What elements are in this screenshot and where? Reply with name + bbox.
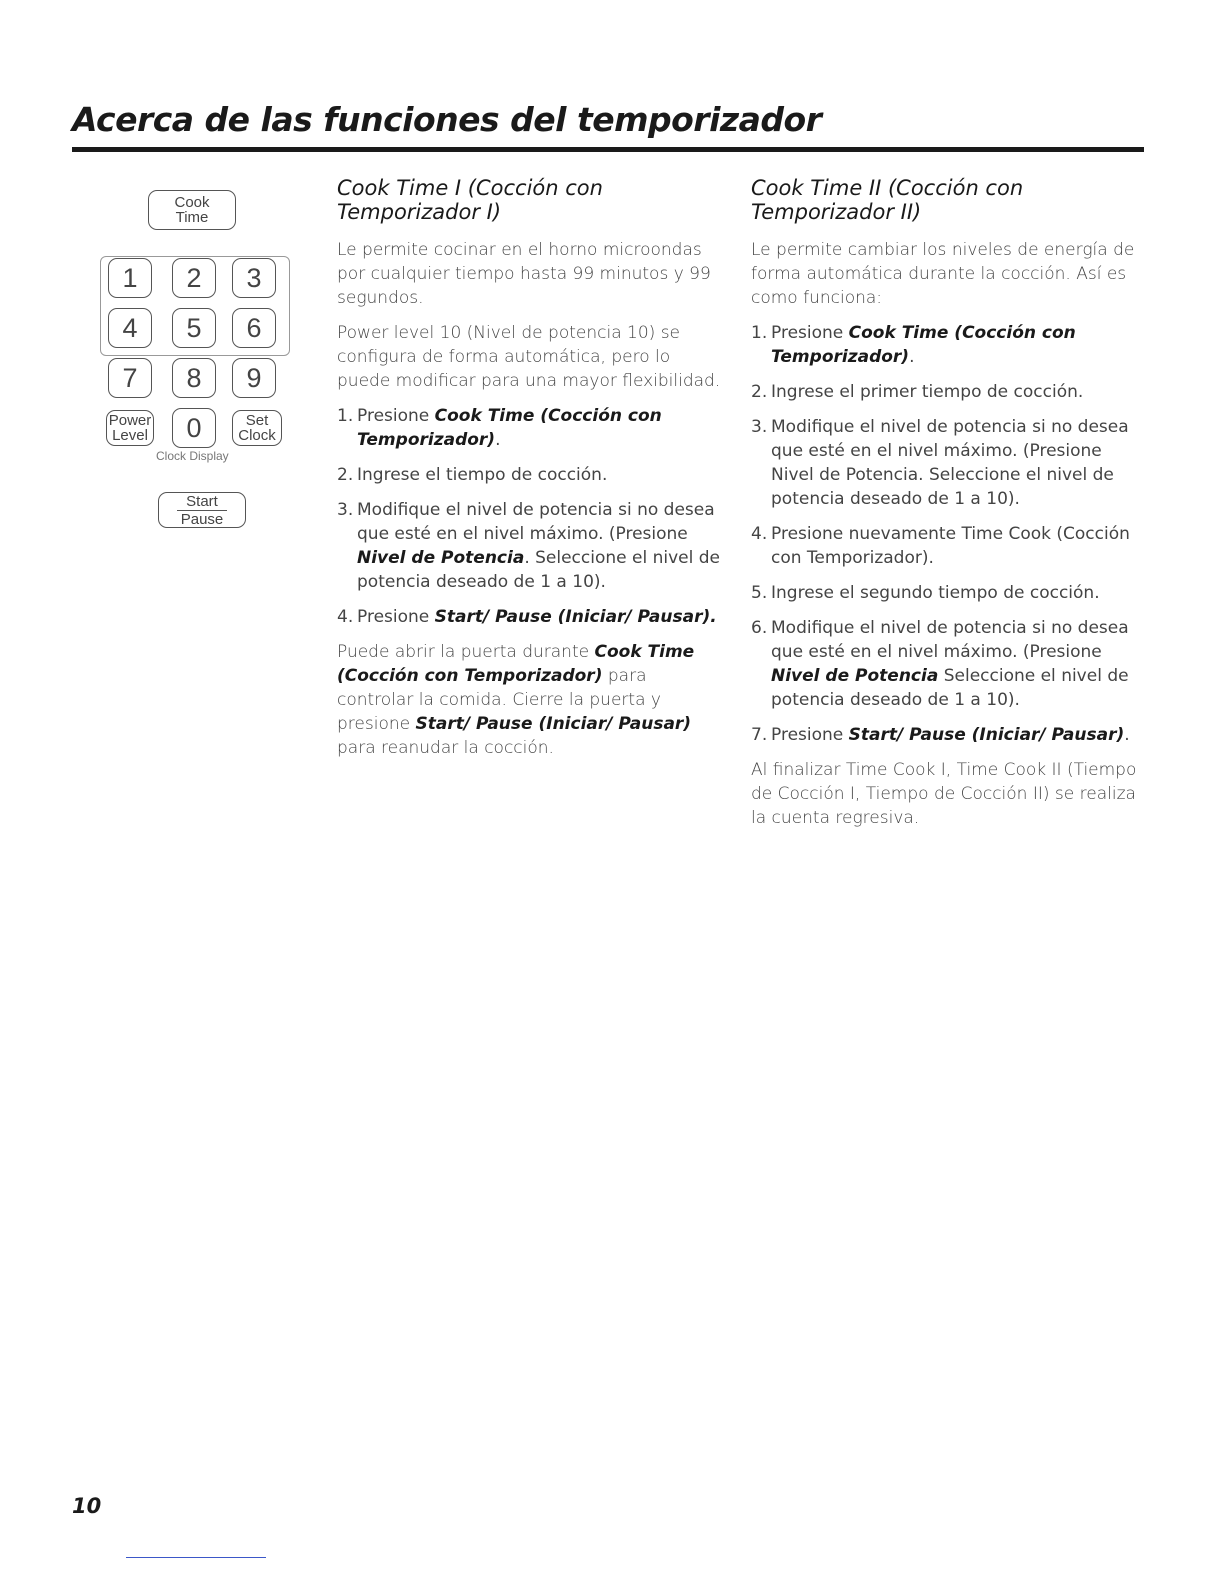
power-level-key <box>106 410 154 446</box>
step-number: 3. <box>751 417 768 437</box>
pause-label: Pause <box>180 510 224 528</box>
note-text: Puede abrir la puerta durante <box>337 642 595 662</box>
note-keyword: Start/ Pause (Iniciar/ Pausar) <box>415 714 692 734</box>
step-text: Modifique el nivel de potencia si no desea que esté en el nivel máximo. (Presione <box>357 500 715 544</box>
step-text: Presione <box>771 725 849 745</box>
page-number: 10 <box>72 1494 102 1518</box>
key-8: 8 <box>172 358 216 398</box>
step-text: Seleccione el nivel de potencia deseado de 1 a 10). <box>771 666 1129 710</box>
step-text: . <box>1124 725 1130 745</box>
cook-time-1-heading <box>337 176 727 224</box>
cook-time-1-steps <box>337 404 727 629</box>
step-number: 4. <box>751 524 768 544</box>
cook-time-key-label-1: Cook <box>174 194 210 211</box>
title-rule <box>72 147 1144 152</box>
key-7: 7 <box>108 358 152 398</box>
cook-time-1-power-note: Power level 10 (Nivel de potencia 10) se configura de forma automática, pero lo puede modificar para una mayor flexibilidad. <box>337 323 721 391</box>
cook-time-1-heading-line-1: Cook Time I (Cocción con <box>337 176 603 200</box>
list-item <box>337 605 727 629</box>
cook-time-2-intro: Le permite cambiar los niveles de energía de forma automática durante la cocción. Así es como funciona: <box>751 240 1135 308</box>
step-number: 1. <box>751 323 768 343</box>
page-title: Acerca de las funciones del temporizador <box>72 100 822 139</box>
step-text: Modifique el nivel de potencia si no desea que esté en el nivel máximo. (Presione Nivel de Potencia. Seleccione el nivel de potencia deseado de 1 a 10). <box>771 417 1129 509</box>
step-number: 4. <box>337 607 354 627</box>
key-1: 1 <box>108 258 152 298</box>
power-level-label-1: Power <box>108 412 152 429</box>
cook-time-key-label-2: Time <box>175 209 209 226</box>
step-keyword: Cook Time (Cocción con Temporizador) <box>357 406 662 450</box>
step-number: 6. <box>751 618 768 638</box>
list-item <box>751 616 1141 712</box>
key-2: 2 <box>172 258 216 298</box>
step-text: Presione <box>771 323 849 343</box>
step-text: Presione <box>357 607 435 627</box>
step-text: Ingrese el primer tiempo de cocción. <box>771 382 1084 402</box>
keypad-illustration <box>96 182 296 532</box>
list-item <box>751 415 1141 511</box>
cook-time-2-steps <box>751 321 1141 747</box>
list-item <box>751 723 1141 747</box>
key-6: 6 <box>232 308 276 348</box>
note-text: para controlar la comida. Cierre la puerta y presione <box>337 666 661 734</box>
step-keyword: Nivel de Potencia <box>357 548 525 568</box>
step-keyword: Start/ Pause (Iniciar/ Pausar). <box>434 607 717 627</box>
clock-display-label: Clock Display <box>156 449 229 463</box>
cook-time-2-section <box>751 176 1141 841</box>
step-text: Modifique el nivel de potencia si no desea que esté en el nivel máximo. (Presione <box>771 618 1129 662</box>
set-clock-key <box>232 410 282 446</box>
list-item <box>751 522 1141 570</box>
note-keyword: Cook Time (Cocción con Temporizador) <box>337 642 695 686</box>
key-0: 0 <box>172 408 216 448</box>
cook-time-key <box>148 190 236 230</box>
cook-time-2-heading <box>751 176 1141 224</box>
step-text: Ingrese el segundo tiempo de cocción. <box>771 583 1100 603</box>
key-5: 5 <box>172 308 216 348</box>
step-text: Ingrese el tiempo de cocción. <box>357 465 608 485</box>
list-item <box>751 380 1141 404</box>
cook-time-1-heading-line-2: Temporizador I) <box>337 200 502 224</box>
step-number: 7. <box>751 725 768 745</box>
list-item <box>751 581 1141 605</box>
footer-line <box>126 1557 266 1558</box>
key-9: 9 <box>232 358 276 398</box>
step-text: . <box>909 347 915 367</box>
cook-time-1-intro: Le permite cocinar en el horno microondas por cualquier tiempo hasta 99 minutos y 99 segundos. <box>337 240 711 308</box>
list-item <box>337 498 727 594</box>
list-item <box>337 463 727 487</box>
step-number: 2. <box>337 465 354 485</box>
list-item <box>337 404 727 452</box>
step-text: Presione <box>357 406 435 426</box>
cook-time-2-countdown-note: Al finalizar Time Cook I, Time Cook II (Tiempo de Cocción I, Tiempo de Cocción II) se realiza la cuenta regresiva. <box>751 760 1137 828</box>
key-4: 4 <box>108 308 152 348</box>
start-pause-key <box>158 492 246 528</box>
step-keyword: Start/ Pause (Iniciar/ Pausar) <box>848 725 1125 745</box>
set-clock-label-1: Set <box>245 412 269 429</box>
step-number: 1. <box>337 406 354 426</box>
cook-time-1-door-note <box>337 640 727 760</box>
cook-time-2-heading-line-2: Temporizador II) <box>751 200 922 224</box>
power-level-label-2: Level <box>112 427 148 444</box>
step-number: 5. <box>751 583 768 603</box>
set-clock-label-2: Clock <box>238 427 276 444</box>
cook-time-2-heading-line-1: Cook Time II (Cocción con <box>751 176 1024 200</box>
cook-time-1-section <box>337 176 727 771</box>
step-number: 3. <box>337 500 354 520</box>
step-text: . Seleccione el nivel de potencia deseado de 1 a 10). <box>357 548 720 592</box>
step-number: 2. <box>751 382 768 402</box>
key-3: 3 <box>232 258 276 298</box>
step-text: Presione nuevamente Time Cook (Cocción con Temporizador). <box>771 524 1130 568</box>
note-text: para reanudar la cocción. <box>337 738 554 758</box>
step-keyword: Cook Time (Cocción con Temporizador) <box>771 323 1076 367</box>
step-keyword: Nivel de Potencia <box>771 666 939 686</box>
list-item <box>751 321 1141 369</box>
start-label: Start <box>186 492 218 510</box>
step-text: . <box>495 430 501 450</box>
